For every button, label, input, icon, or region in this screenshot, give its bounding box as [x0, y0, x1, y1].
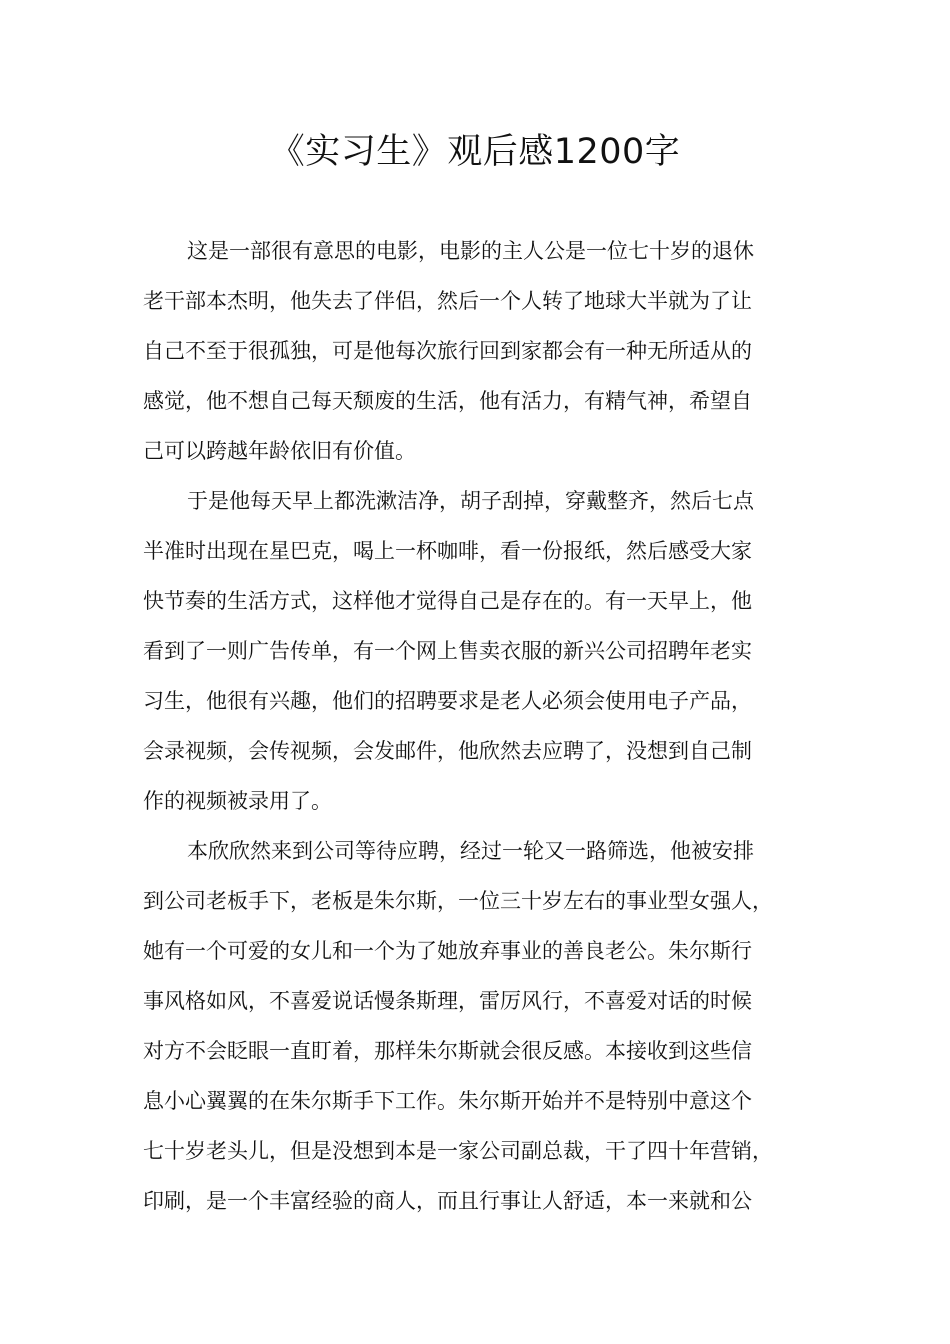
paragraph-3-line-8: 印刷，是一个丰富经验的商人，而且行事让人舒适，本一来就和公	[143, 1189, 752, 1213]
paragraph-1-line-5: 己可以跨越年龄依旧有价值。	[143, 439, 416, 463]
paragraph-3-line-7: 七十岁老头儿，但是没想到本是一家公司副总裁，干了四十年营销，	[143, 1139, 773, 1163]
paragraph-2-line-6: 会录视频，会传视频，会发邮件，他欣然去应聘了，没想到自己制	[143, 739, 752, 763]
paragraph-2-line-1: 于是他每天早上都洗漱洁净，胡子刮掉，穿戴整齐，然后七点	[187, 489, 754, 513]
paragraph-3-line-2: 到公司老板手下，老板是朱尔斯，一位三十岁左右的事业型女强人，	[143, 889, 773, 913]
paragraph-3-line-3: 她有一个可爱的女儿和一个为了她放弃事业的善良老公。朱尔斯行	[143, 939, 752, 963]
paragraph-1-line-3: 自己不至于很孤独，可是他每次旅行回到家都会有一种无所适从的	[143, 339, 752, 363]
paragraph-1-line-4: 感觉，他不想自己每天颓废的生活，他有活力，有精气神，希望自	[143, 389, 752, 413]
paragraph-3-line-5: 对方不会眨眼一直盯着，那样朱尔斯就会很反感。本接收到这些信	[143, 1039, 752, 1063]
document-title: 《实习生》观后感1200字	[269, 132, 681, 172]
paragraph-2-line-4: 看到了一则广告传单，有一个网上售卖衣服的新兴公司招聘年老实	[143, 639, 752, 663]
paragraph-2-line-3: 快节奏的生活方式，这样他才觉得自己是存在的。有一天早上，他	[143, 589, 752, 613]
paragraph-3-line-4: 事风格如风，不喜爱说话慢条斯理，雷厉风行，不喜爱对话的时候	[143, 989, 752, 1013]
paragraph-1-line-1: 这是一部很有意思的电影，电影的主人公是一位七十岁的退休	[187, 239, 754, 263]
paragraph-1-line-2: 老干部本杰明，他失去了伴侣，然后一个人转了地球大半就为了让	[143, 289, 752, 313]
paragraph-3-line-1: 本欣欣然来到公司等待应聘，经过一轮又一路筛选，他被安排	[187, 839, 754, 863]
document-body	[143, 226, 823, 1226]
paragraph-2-line-7: 作的视频被录用了。	[143, 789, 332, 813]
paragraph-2-line-2: 半准时出现在星巴克，喝上一杯咖啡，看一份报纸，然后感受大家	[143, 539, 752, 563]
paragraph-2-line-5: 习生，他很有兴趣，他们的招聘要求是老人必须会使用电子产品，	[143, 689, 752, 713]
paragraph-3-line-6: 息小心翼翼的在朱尔斯手下工作。朱尔斯开始并不是特别中意这个	[143, 1089, 752, 1113]
